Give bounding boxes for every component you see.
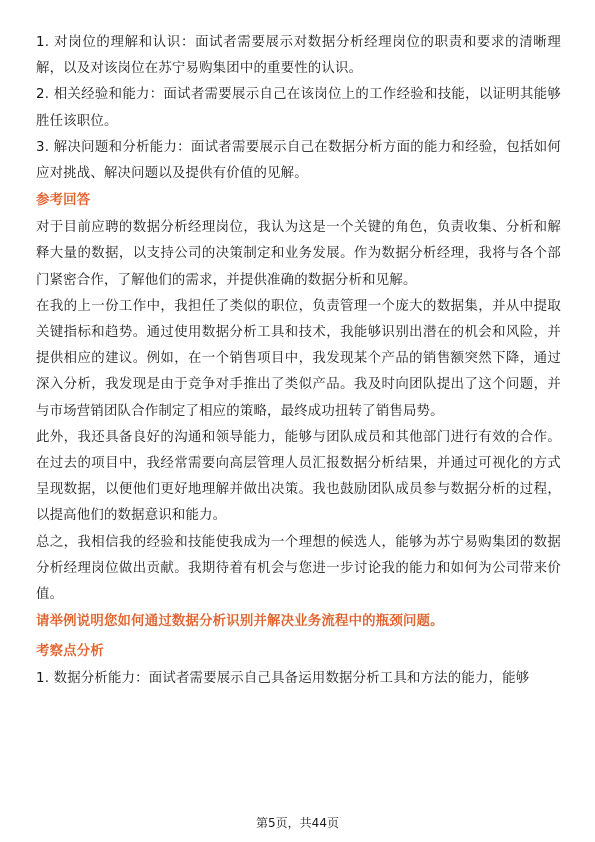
reference-paragraph-4: 总之，我相信我的经验和技能使我成为一个理想的候选人，能够为苏宁易购集团的数据分析经理岗位做出贡献。我期待着有机会与您进一步讨论我的能力和如何为公司带来价值。 (36, 534, 561, 603)
analysis-point-1: 1. 数据分析能力：面试者需要展示自己具备运用数据分析工具和方法的能力，能够 (36, 671, 530, 687)
reference-paragraph-3: 此外，我还具备良好的沟通和领导能力，能够与团队成员和其他部门进行有效的合作。在过去的项目中，我经常需要向高层管理人员汇报数据分析结果，并通过可视化的方式呈现数据，以便他们更好地理解并做出决策。我也鼓励团队成员参与数据分析的过程，以提高他们的数据意识和能力。 (36, 429, 561, 524)
assessment-point-2: 2. 相关经验和能力：面试者需要展示自己在该岗位上的工作经验和技能，以证明其能够胜任该职位。 (36, 87, 561, 129)
assessment-point-1: 1. 对岗位的理解和认识：面试者需要展示对数据分析经理岗位的职责和要求的清晰理解，以及对该岗位在苏宁易购集团中的重要性的认识。 (36, 35, 561, 77)
reference-paragraph-1: 对于目前应聘的数据分析经理岗位，我认为这是一个关键的角色，负责收集、分析和解释大量的数据，以支持公司的决策制定和业务发展。作为数据分析经理，我将与各个部门紧密合作，了解他们的需求，并提供准确的数据分析和见解。 (36, 220, 561, 288)
analysis-heading: 考察点分析 (36, 644, 104, 660)
assessment-point-3: 3. 解决问题和分析能力：面试者需要展示自己在数据分析方面的能力和经验，包括如何应对挑战、解决问题以及提供有价值的见解。 (36, 139, 561, 182)
reference-paragraph-2: 在我的上一份工作中，我担任了类似的职位，负责管理一个庞大的数据集，并从中提取关键指标和趋势。通过使用数据分析工具和技术，我能够识别出潜在的机会和风险，并提供相应的建议。例如，在一个销售项目中，我发现某个产品的销售额突然下降，通过深入分析，我发现是由于竞争对手推出了类似产品。我及时向团队提出了这个问题，并与市场营销团队合作制定了相应的策略，最终成功扭转了销售局势。 (36, 298, 561, 419)
reference-answer-heading: 参考回答 (36, 193, 91, 209)
interview-question: 请举例说明您如何通过数据分析识别并解决业务流程中的瓶颈问题。 (36, 614, 444, 630)
page-footer: 第5页，共44页 (256, 816, 339, 830)
page-content (36, 30, 561, 692)
